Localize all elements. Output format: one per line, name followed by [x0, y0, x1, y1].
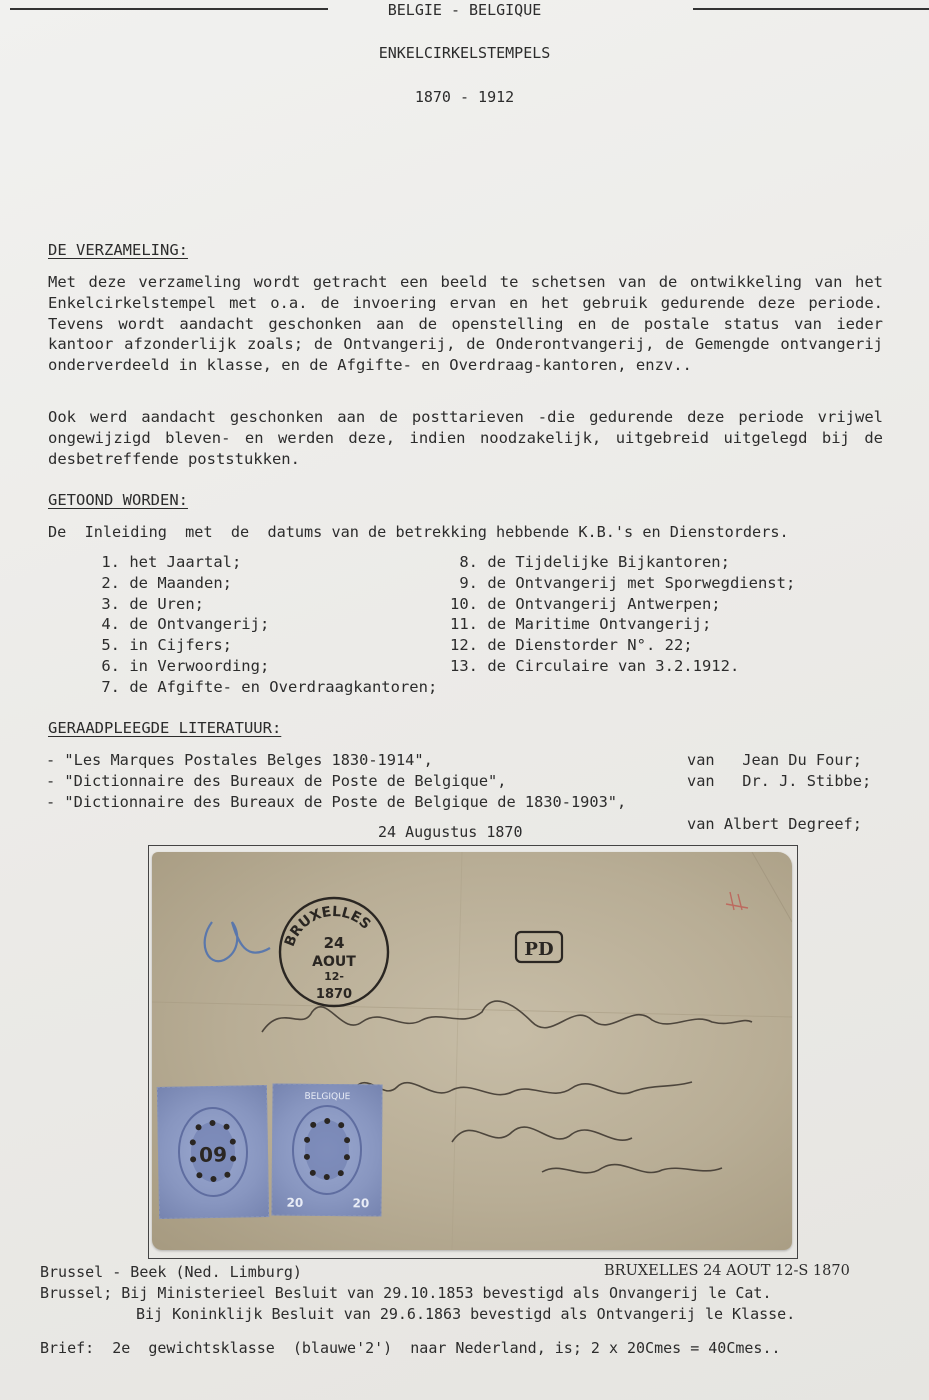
list-item: 8. de Tijdelijke Bijkantoren; [450, 553, 730, 571]
stamp-country: BELGIQUE [304, 1091, 351, 1103]
list-item: 6. in Verwoording; [92, 656, 270, 675]
footer-line-4: Brief: 2e gewichtsklasse (blauwe'2') naar Nederland, is; 2 x 20Cmes = 40Cmes.. [40, 1339, 781, 1357]
postmark-time: 12- [324, 970, 344, 983]
literature-heading: GERAADPLEEGDE LITERATUUR: [48, 719, 282, 737]
list-item: 10. de Ontvangerij Antwerpen; [450, 594, 721, 613]
postmark-day: 24 [323, 934, 345, 952]
literature-item-3: - "Dictionnaire des Bureaux de Poste de Belgique de 1830-1903", [46, 793, 627, 811]
stamp-value: 20 [286, 1195, 304, 1210]
svg-text:20: 20 [352, 1196, 370, 1211]
blue-manuscript-mark [205, 922, 270, 961]
list-item: 2. de Maanden; [92, 573, 232, 592]
svg-text:60: 60 [198, 1141, 228, 1167]
literature-item-1: - "Les Marques Postales Belges 1830-1914", [46, 751, 433, 769]
footer-postmark-text: BRUXELLES 24 AOUT 12-S 1870 [604, 1263, 850, 1279]
postal-cover [152, 852, 792, 1250]
header-period: 1870 - 1912 [414, 88, 515, 106]
stamp-design [272, 1085, 381, 1216]
list-item: 12. de Dienstorder N°. 22; [450, 636, 693, 655]
literature-item-2: - "Dictionnaire des Bureaux de Poste de Belgique", [46, 772, 507, 790]
stamp-20c-left [157, 1085, 269, 1219]
shown-intro: De Inleiding met de datums van de betrekking hebbende K.B.'s en Dienstorders. [48, 523, 789, 541]
footer-line-2: Brussel; Bij Ministerieel Besluit van 29.10.1853 bevestigd als Onvangerij le Cat. [40, 1284, 772, 1302]
literature-author-3: van Albert Degreef; [687, 815, 862, 833]
bruxelles-postmark [280, 898, 388, 1006]
header-subject: ENKELCIRKELSTEMPELS [378, 44, 551, 62]
svg-text:PD: PD [524, 939, 554, 960]
shown-heading: GETOOND WORDEN: [48, 491, 188, 509]
postmark-month: AOUT [312, 954, 356, 970]
stamp-design [158, 1086, 268, 1218]
pd-handstamp [516, 932, 562, 962]
list-item: 3. de Uren; [92, 594, 204, 613]
svg-text:BRUXELLES: BRUXELLES [281, 903, 374, 949]
header-country: BELGIE - BELGIQUE [387, 1, 542, 19]
collection-paragraph-2: Ook werd aandacht geschonken aan de posttarieven -die gedurende deze periode vrijwel ongewijzigd bleven- en werden deze, indien noodzakelijk, uitgebreid uitgelegd bij de desbetreffende poststukken. [48, 408, 883, 468]
stamp-20c-right [271, 1084, 382, 1217]
footer-line-3: Bij Koninklijk Besluit van 29.6.1863 bevestigd als Ontvangerij le Klasse. [136, 1305, 796, 1323]
cover-date-caption: 24 Augustus 1870 [378, 823, 523, 841]
shown-list-left [92, 552, 437, 698]
collection-heading: DE VERZAMELING: [48, 241, 188, 259]
list-item: 4. de Ontvangerij; [92, 615, 270, 634]
literature-author-2: van Dr. J. Stibbe; [687, 772, 872, 790]
postmark-year: 1870 [315, 987, 353, 1002]
literature-author-1: van Jean Du Four; [687, 751, 862, 769]
list-item: 13. de Circulaire van 3.2.1912. [450, 656, 740, 675]
list-item: 7. de Afgifte- en Overdraagkantoren; [92, 677, 438, 696]
list-item: 5. in Cijfers; [92, 636, 232, 655]
list-item: 11. de Maritime Ontvangerij; [450, 615, 712, 634]
footer-route: Brussel - Beek (Ned. Limburg) [40, 1263, 302, 1281]
list-item: 9. de Ontvangerij met Sporwegdienst; [450, 573, 796, 592]
collection-paragraph-1: Met deze verzameling wordt getracht een beeld te schetsen van de ontwikkeling van het Enkelcirkelstempel met o.a. de invoering ervan en het gebruik gedurende deze periode. Tevens wordt aandacht geschonken aan de openstelling en de postale status van ieder kantoor afzonderlijk zoals; de Ontvangerij, de Onderontvangerij, de Gemengde ontvangerij onderverdeeld in klasse, en de Afgifte- en Overdraag-kantoren, enzv.. [48, 273, 883, 375]
list-item: 1. het Jaartal; [92, 553, 242, 571]
shown-list-right [450, 552, 795, 677]
